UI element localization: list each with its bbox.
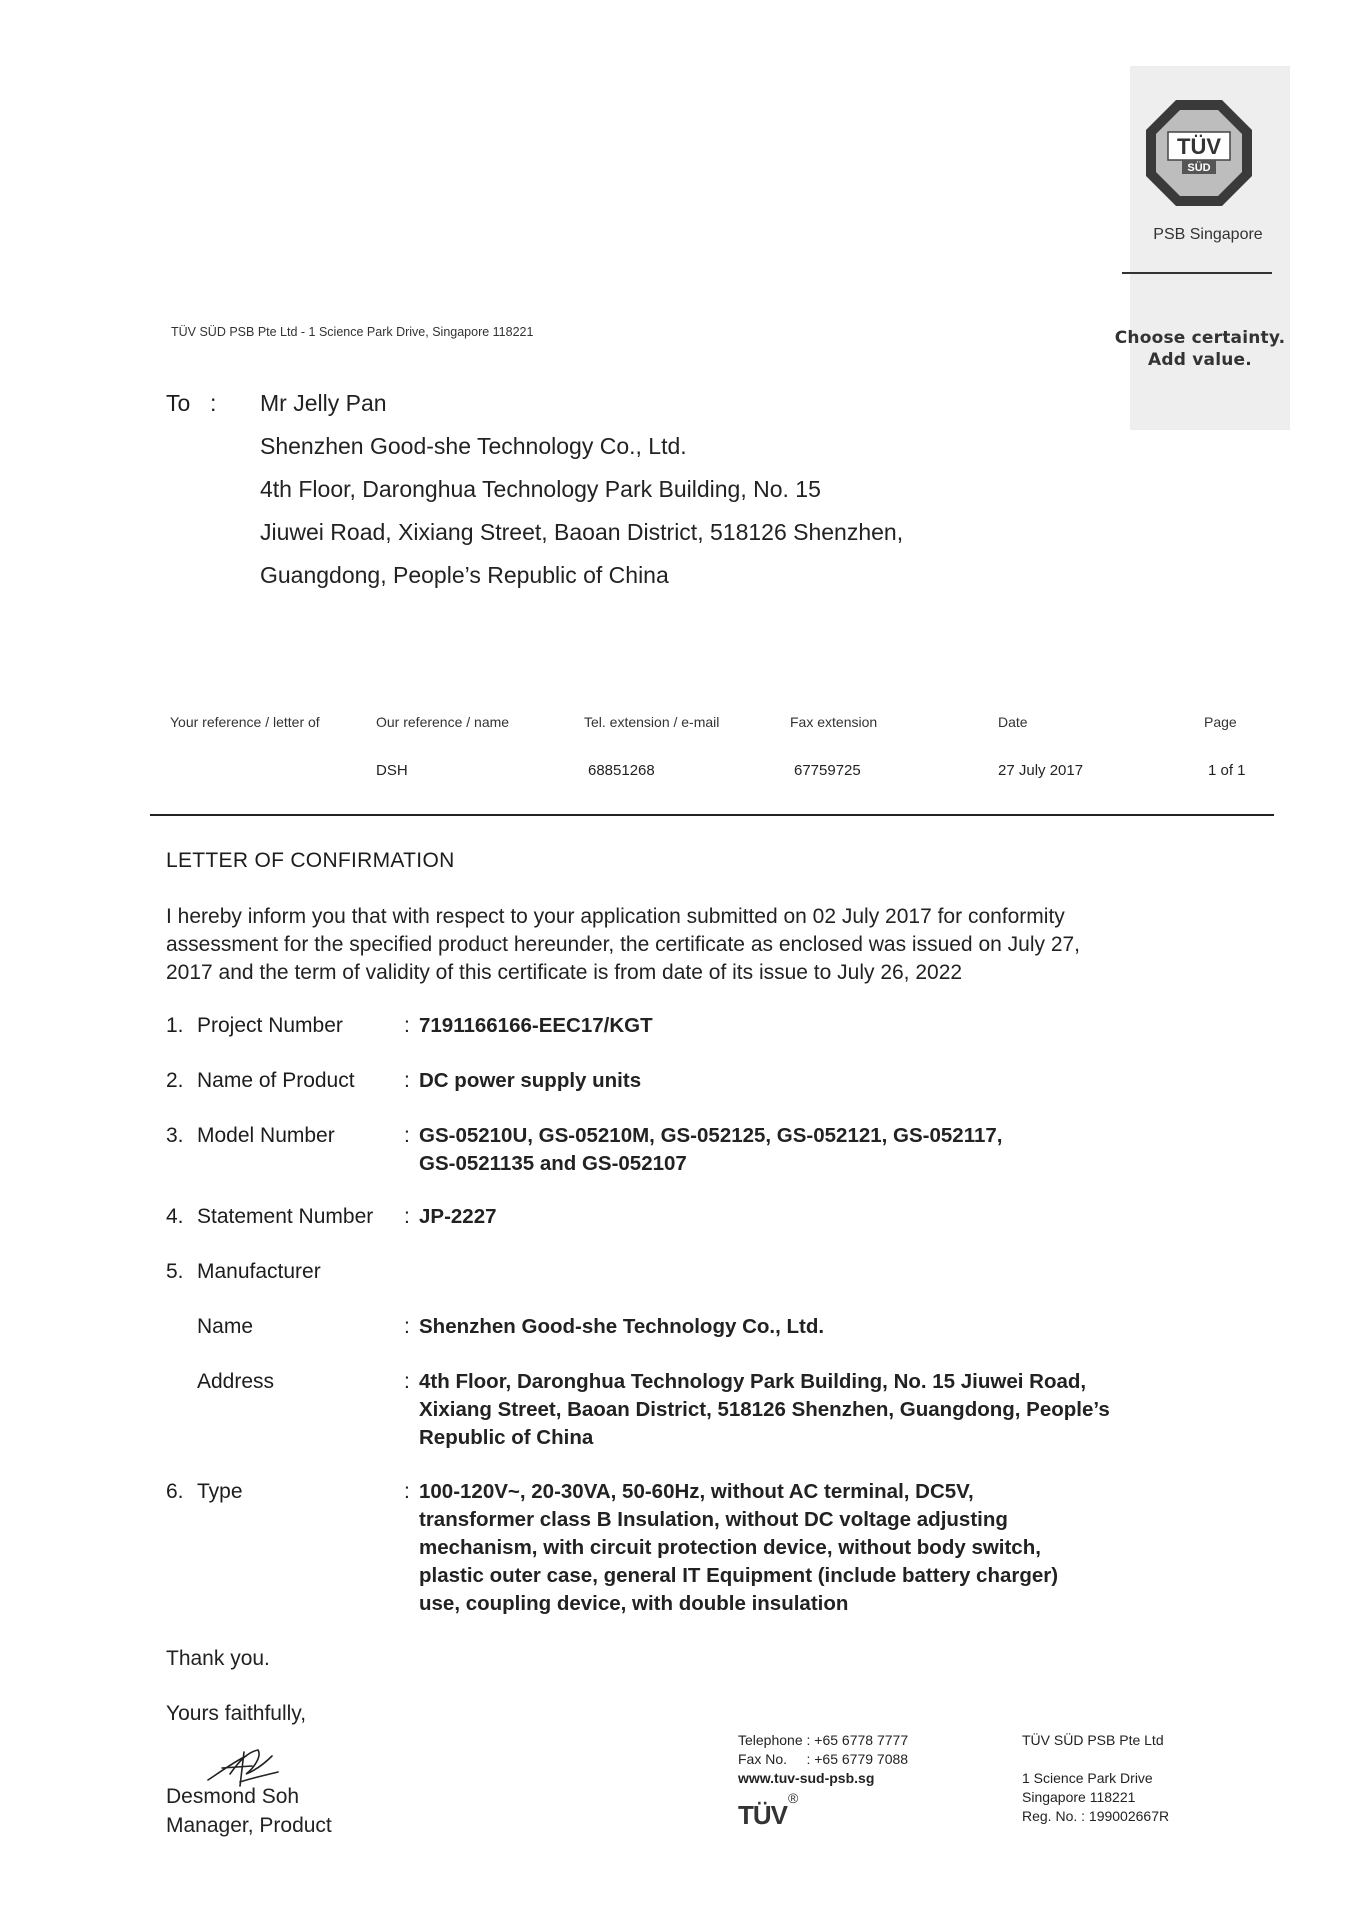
type-value-line-4: plastic outer case, general IT Equipment (include battery charger) [419,1564,1059,1587]
item-label-project-number: Project Number [197,1014,343,1037]
to-colon: : [210,390,217,416]
ref-header-tel: Tel. extension / e-mail [584,714,720,730]
item-colon: : [404,1014,410,1037]
logo-brand-top: TÜV [1177,134,1221,159]
type-value-line-5: use, coupling device, with double insulation [419,1592,849,1615]
type-value-line-3: mechanism, with circuit protection device, without body switch, [419,1536,1041,1559]
footer-fax: Fax No. : +65 6779 7088 [738,1751,909,1767]
letter-heading: LETTER OF CONFIRMATION [166,849,455,872]
footer-tuv-mark: TÜV [738,1800,787,1830]
manufacturer-address-line-3: Republic of China [419,1426,594,1449]
type-value-line-1: 100-120V~, 20-30VA, 50-60Hz, without AC terminal, DC5V, [419,1480,974,1503]
item-number: 3. [166,1124,184,1147]
sender-address-line: TÜV SÜD PSB Pte Ltd - 1 Science Park Drive, Singapore 118221 [171,325,534,339]
statement-number-value: JP-2227 [419,1205,497,1228]
signer-title: Manager, Product [166,1814,332,1837]
manufacturer-address-label: Address [197,1370,275,1393]
item-label-type: Type [197,1480,243,1503]
recipient-company: Shenzhen Good-she Technology Co., Ltd. [260,433,687,459]
recipient-address-3: Guangdong, People’s Republic of China [260,562,669,588]
manufacturer-name-value: Shenzhen Good-she Technology Co., Ltd. [419,1315,825,1338]
logo-divider [1122,272,1272,274]
manufacturer-name-label: Name [197,1315,254,1338]
model-number-value-line-2: GS-0521135 and GS-052107 [419,1152,687,1175]
ref-page: 1 of 1 [1208,762,1246,779]
ref-header-page: Page [1204,714,1237,730]
product-name-value: DC power supply units [419,1069,642,1092]
logo-brand-bottom: SÜD [1187,162,1211,174]
item-colon: : [404,1370,410,1393]
intro-line-3: 2017 and the term of validity of this certificate is from date of its issue to July 26, 2022 [166,961,963,984]
logo-division: PSB Singapore [1153,226,1263,243]
manufacturer-address-line-2: Xixiang Street, Baoan District, 518126 Shenzhen, Guangdong, People’s [419,1398,1110,1421]
footer-telephone: Telephone : +65 6778 7777 [738,1732,909,1748]
ref-header-our-reference: Our reference / name [376,714,510,730]
tagline-2: Add value. [1148,350,1252,370]
reference-divider [150,814,1274,816]
ref-header-your-reference: Your reference / letter of [170,714,320,730]
tuv-sud-logo [1144,98,1254,208]
item-number: 1. [166,1014,184,1037]
item-colon: : [404,1315,410,1338]
ref-header-fax: Fax extension [790,714,878,730]
tagline-1: Choose certainty. [1114,328,1286,348]
closing-salutation: Yours faithfully, [166,1702,307,1725]
registered-mark: ® [788,1790,799,1806]
intro-paragraph [166,903,1176,987]
type-value-line-2: transformer class B Insulation, without DC voltage adjusting [419,1508,1008,1531]
footer-address-2: Singapore 118221 [1022,1789,1136,1805]
ref-fax: 67759725 [794,762,861,779]
intro-line-2: assessment for the specified product hereunder, the certificate as enclosed was issued on July 27, [166,933,1081,956]
ref-date: 27 July 2017 [998,762,1084,779]
item-number: 5. [166,1260,184,1283]
to-label: To [166,390,191,416]
intro-line-1: I hereby inform you that with respect to your application submitted on 02 July 2017 for conformity [166,905,1065,928]
item-number: 2. [166,1069,184,1092]
item-number: 4. [166,1205,184,1228]
item-colon: : [404,1480,410,1503]
item-label-manufacturer: Manufacturer [197,1260,321,1283]
item-colon: : [404,1069,410,1092]
footer-reg-no: Reg. No. : 199002667R [1022,1808,1170,1824]
item-colon: : [404,1124,410,1147]
footer-company: TÜV SÜD PSB Pte Ltd [1022,1732,1164,1748]
recipient-address-2: Jiuwei Road, Xixiang Street, Baoan District, 518126 Shenzhen, [260,519,904,545]
ref-our-reference: DSH [376,762,408,779]
recipient-name: Mr Jelly Pan [260,390,387,416]
closing-thanks: Thank you. [166,1647,270,1670]
project-number-value: 7191166166-EEC17/KGT [419,1014,653,1037]
footer-address-1: 1 Science Park Drive [1022,1770,1153,1786]
model-number-value-line-1: GS-05210U, GS-05210M, GS-052125, GS-052121, GS-052117, [419,1124,1003,1147]
footer-website[interactable]: www.tuv-sud-psb.sg [738,1770,875,1786]
item-label-product-name: Name of Product [197,1069,355,1092]
recipient-address-1: 4th Floor, Daronghua Technology Park Building, No. 15 [260,476,821,502]
ref-header-date: Date [998,714,1028,730]
item-label-statement-number: Statement Number [197,1205,374,1228]
manufacturer-address-line-1: 4th Floor, Daronghua Technology Park Building, No. 15 Jiuwei Road, [419,1370,1087,1393]
item-colon: : [404,1205,410,1228]
signer-name: Desmond Soh [166,1785,300,1808]
item-number: 6. [166,1480,184,1503]
ref-tel: 68851268 [588,762,655,779]
item-label-model-number: Model Number [197,1124,335,1147]
